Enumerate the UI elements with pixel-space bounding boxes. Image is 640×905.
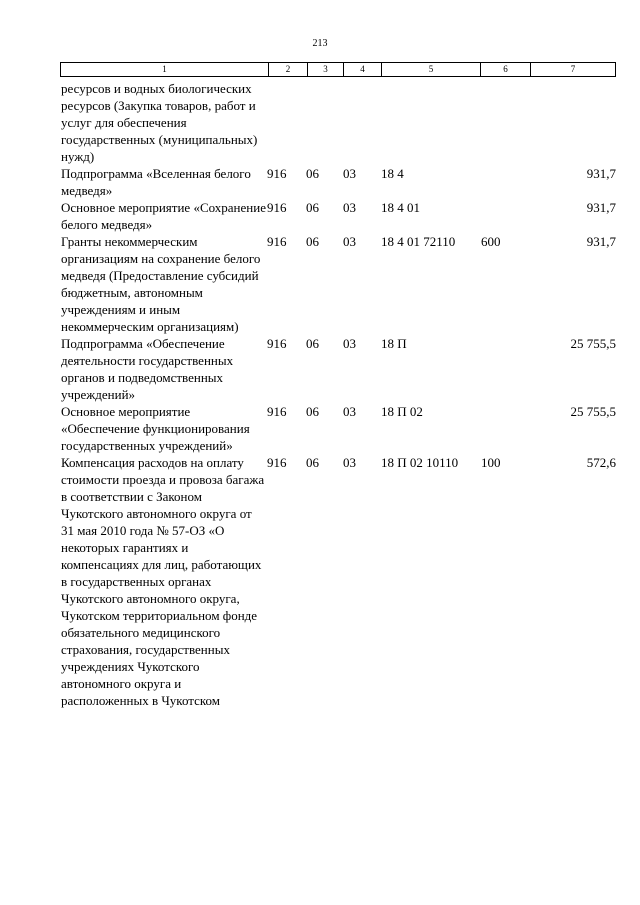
row-col-6: 100 [481,455,501,470]
row-col-3: 06 [306,336,319,351]
row-col-2: 916 [267,455,287,470]
row-col-4: 03 [343,234,356,249]
row-col-5: 18 П 02 [381,404,423,419]
row-col-3: 06 [306,234,319,249]
table-row [0,165,640,199]
row-col-2: 916 [267,336,287,351]
row-col-5: 18 П 02 10110 [381,455,459,470]
table-row [0,403,640,454]
header-col-5: 5 [381,63,480,76]
row-col-7: 25 755,5 [570,404,616,419]
row-name: Компенсация расходов на оплату стоимости проезда и провоза багажа в соответствии с Законом Чукотского автономного округа от 31 мая 2010 года № 57-ОЗ «О некоторых гарантиях и компенсациях для лиц, работающих в государственных органах Чукотского автономного округа, Чукотском территориальном фонде обязательного медицинского страхования, государственных учреждениях Чукотского автономного округа и расположенных в Чукотском [61,455,265,708]
header-col-7: 7 [530,63,615,76]
page-number: 213 [312,38,328,49]
table-row [0,199,640,233]
row-name: Подпрограмма «Вселенная белого медведя» [61,166,251,198]
row-col-4: 03 [343,200,356,215]
row-col-7: 572,6 [586,455,616,470]
row-col-3: 06 [306,455,319,470]
table-header [60,62,616,77]
row-col-5: 18 4 [381,166,404,181]
header-col-2: 2 [268,63,307,76]
row-col-4: 03 [343,166,356,181]
row-col-2: 916 [267,166,287,181]
row-name: Основное мероприятие «Сохранение белого медведя» [61,200,266,232]
row-name: Гранты некоммерческим организациям на сохранение белого медведя (Предоставление субсидий бюджетным, автономным учреждениям и иным некоммерческим организациям) [61,234,261,334]
row-col-4: 03 [343,336,356,351]
row-col-4: 03 [343,455,356,470]
row-col-2: 916 [267,200,287,215]
row-col-7: 931,7 [586,200,616,215]
header-col-1: 1 [162,64,167,74]
header-col-3: 3 [307,63,343,76]
table-row [0,335,640,403]
header-col-4: 4 [343,63,381,76]
row-col-7: 25 755,5 [570,336,616,351]
row-col-3: 06 [306,166,319,181]
row-col-5: 18 4 01 72110 [381,234,456,249]
row-col-6: 600 [481,234,501,249]
row-name: Подпрограмма «Обеспечение деятельности государственных органов и подведомственных учреждений» [61,336,234,402]
table-row [0,80,640,165]
row-col-2: 916 [267,234,287,249]
row-col-7: 931,7 [586,234,616,249]
header-col-6: 6 [480,63,530,76]
row-col-2: 916 [267,404,287,419]
row-col-3: 06 [306,200,319,215]
row-col-5: 18 П [381,336,407,351]
row-col-5: 18 4 01 [381,200,420,215]
row-name: ресурсов и водных биологических ресурсов (Закупка товаров, работ и услуг для обеспечения государственных (муниципальных) нужд) [61,81,258,164]
row-name: Основное мероприятие «Обеспечение функционирования государственных учреждений» [61,404,250,453]
row-col-3: 06 [306,404,319,419]
table-row [0,233,640,335]
table-row [0,454,640,709]
table-body [0,80,640,709]
row-col-7: 931,7 [586,166,616,181]
row-col-4: 03 [343,404,356,419]
